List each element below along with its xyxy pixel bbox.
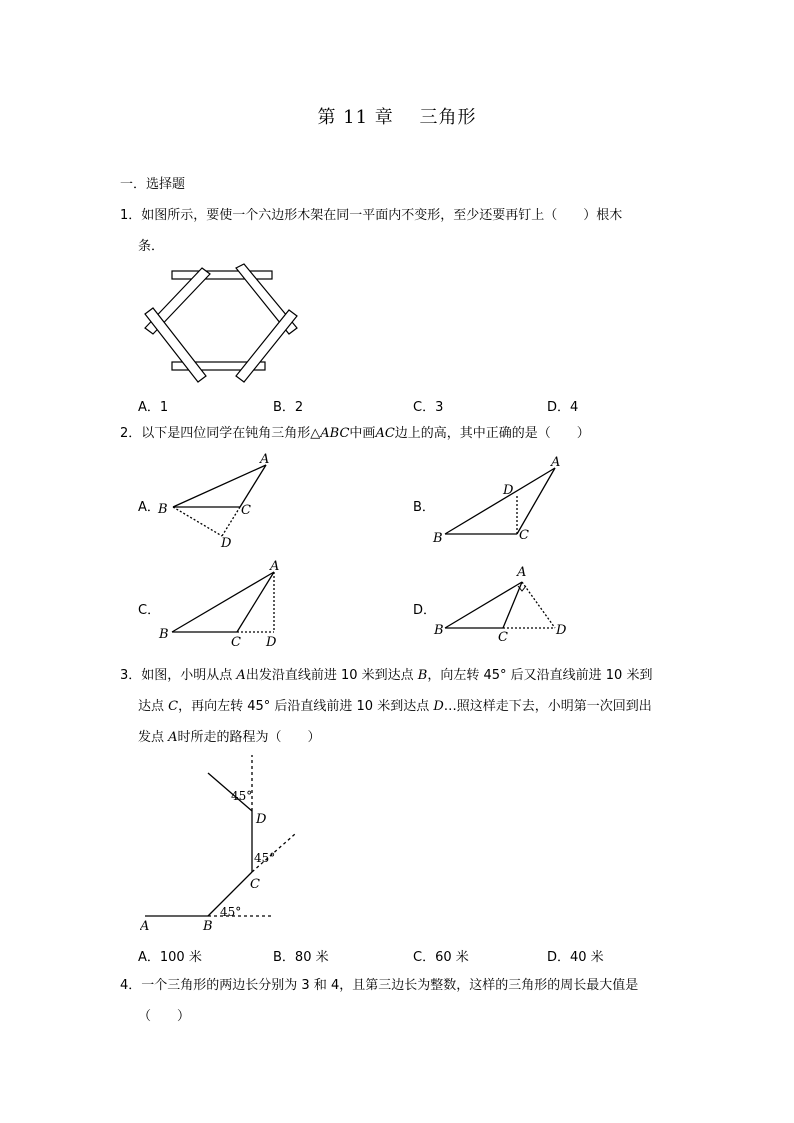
option-c: C．60 米 bbox=[413, 950, 469, 965]
label-c: C bbox=[231, 635, 241, 650]
label-d: D bbox=[256, 812, 267, 827]
question-4 bbox=[120, 971, 638, 1001]
q2-figure-a bbox=[150, 450, 285, 555]
label-a: A bbox=[551, 455, 561, 470]
label-c: C bbox=[250, 877, 260, 892]
q2-option-a: A． bbox=[138, 500, 160, 515]
label-b: B bbox=[434, 623, 444, 638]
label-a: A bbox=[517, 565, 527, 580]
option-a: A．100 米 bbox=[138, 950, 202, 965]
bar-lower-left bbox=[145, 308, 206, 382]
q2-option-c: C． bbox=[138, 603, 161, 618]
option-b: B．2 bbox=[273, 400, 304, 415]
question-3-line-2: 达点 C，再向左转 45° 后沿直线前进 10 米到达点 D…照这样走下去，小明第一次回到出 bbox=[138, 699, 652, 714]
label-a: A bbox=[270, 559, 280, 574]
label-b: B bbox=[433, 531, 443, 546]
option-a: A．1 bbox=[138, 400, 169, 415]
label-d: D bbox=[503, 483, 514, 498]
question-number: 4． bbox=[120, 978, 142, 993]
label-b: B bbox=[203, 919, 213, 934]
label-d: D bbox=[556, 623, 567, 638]
q2-figure-d bbox=[425, 558, 575, 653]
question-text: 一个三角形的两边长分别为 3 和 4，且第三边长为整数，这样的三角形的周长最大值是 bbox=[141, 978, 639, 993]
label-a: A bbox=[140, 919, 150, 934]
question-2: 2．以下是四位同学在钝角三角形△ABC中画AC边上的高，其中正确的是（ ） bbox=[120, 426, 590, 441]
label-d: D bbox=[266, 635, 277, 650]
label-d: D bbox=[221, 536, 232, 551]
q2-figure-c bbox=[150, 558, 285, 653]
label-c: C bbox=[498, 630, 508, 645]
label-a: A bbox=[260, 452, 270, 467]
option-c: C．3 bbox=[413, 400, 444, 415]
question-3: 3．如图，小明从点 A出发沿直线前进 10 米到达点 B，向左转 45° 后又沿直线前进 10 米到 bbox=[120, 668, 653, 683]
angle-b: 45° bbox=[220, 905, 242, 919]
label-c: C bbox=[519, 528, 529, 543]
section-heading: 一．选择题 bbox=[120, 177, 186, 192]
question-1 bbox=[120, 201, 622, 231]
question-1-continued: 条． bbox=[138, 239, 165, 254]
question-3-line-3: 发点 A时所走的路程为（ ） bbox=[138, 730, 321, 745]
angle-c: 45° bbox=[254, 851, 276, 865]
q2-figure-b bbox=[425, 450, 570, 550]
question-number: 1． bbox=[120, 208, 142, 223]
page-title: 第 11 章 三角形 bbox=[317, 107, 477, 128]
path-turns-figure bbox=[140, 750, 310, 940]
hexagon-frame-figure bbox=[130, 258, 305, 388]
question-4-continued: （ ） bbox=[138, 1009, 191, 1024]
option-d: D．40 米 bbox=[547, 950, 604, 965]
label-b: B bbox=[158, 502, 168, 517]
label-b: B bbox=[159, 627, 169, 642]
bar-lower-right bbox=[236, 310, 297, 382]
q2-option-d: D． bbox=[413, 603, 437, 618]
question-number: 2． bbox=[120, 426, 142, 441]
angle-d: 45° bbox=[231, 789, 253, 803]
question-text: 如图所示，要使一个六边形木架在同一平面内不变形，至少还要再钉上（ ）根木 bbox=[141, 208, 623, 223]
label-c: C bbox=[241, 503, 251, 518]
option-d: D．4 bbox=[547, 400, 579, 415]
q2-option-b: B． bbox=[413, 500, 435, 515]
question-number: 3． bbox=[120, 668, 142, 683]
option-b: B．80 米 bbox=[273, 950, 329, 965]
bar-top bbox=[172, 271, 272, 279]
